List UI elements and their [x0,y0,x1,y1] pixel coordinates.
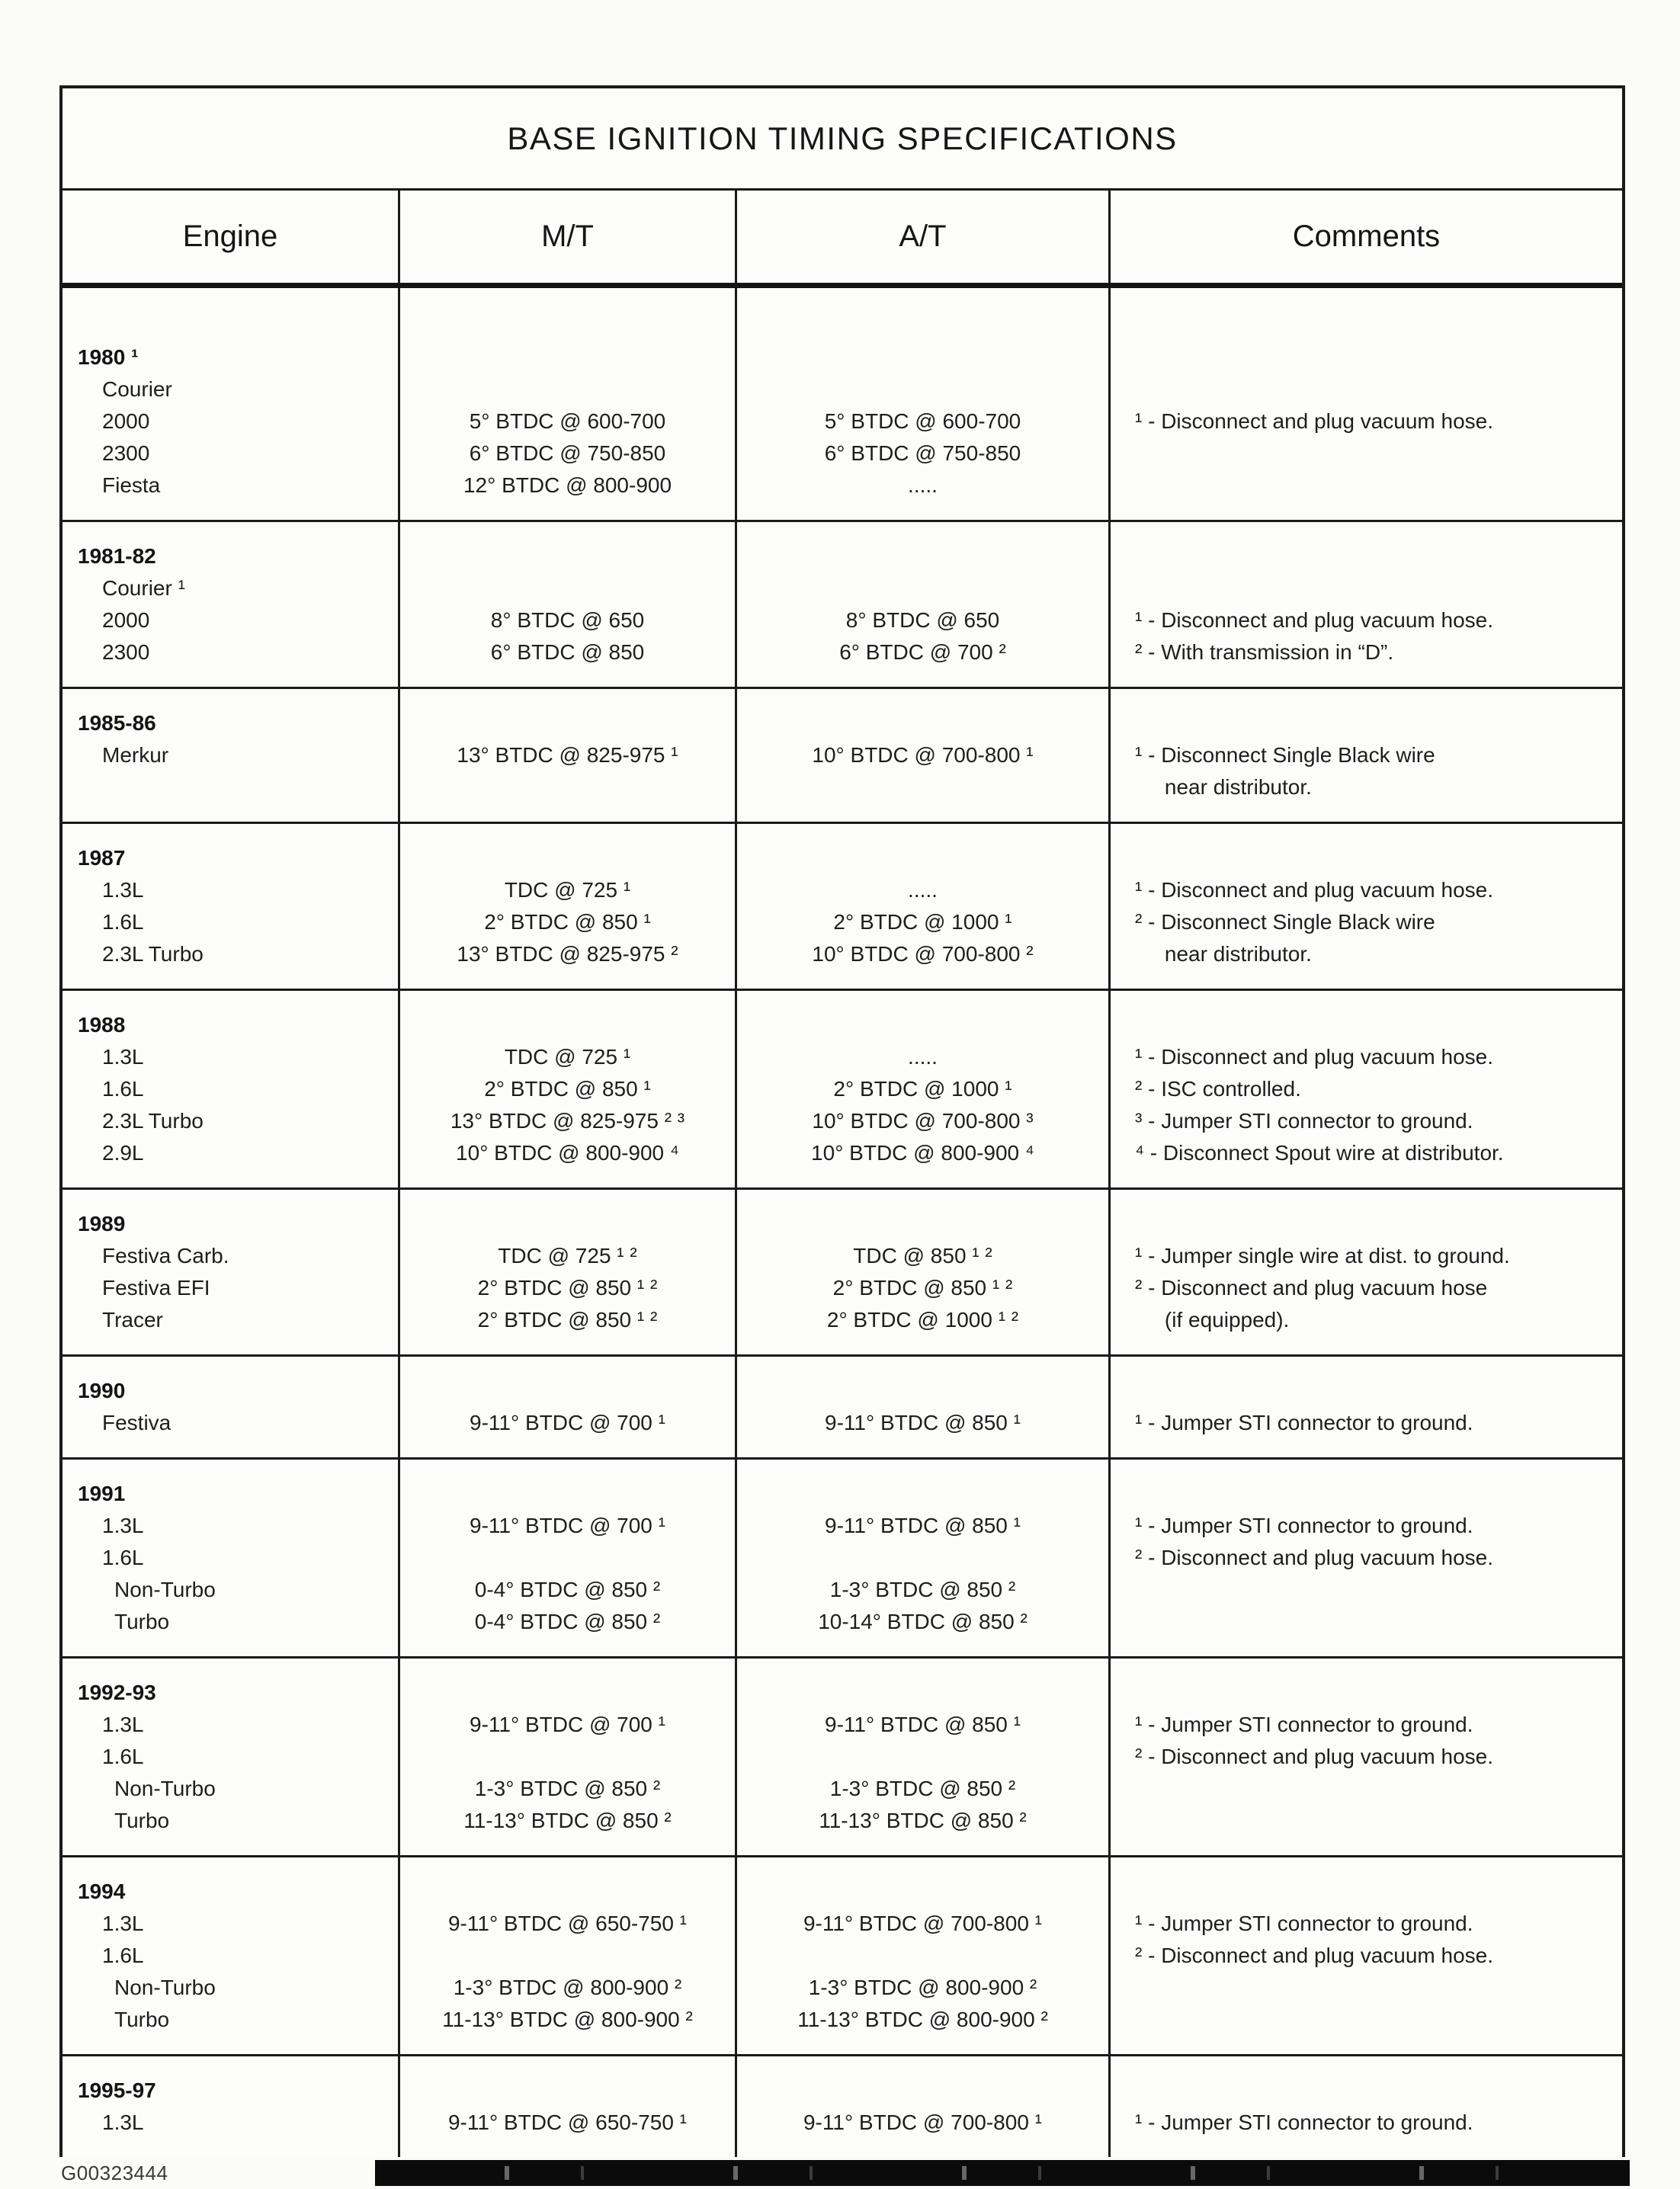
comment-line [1111,1876,1622,1908]
at-value [737,1542,1108,1574]
comments-column [1108,288,1622,520]
engine-column [63,522,398,687]
mt-column [398,689,735,822]
mt-value: 6° BTDC @ 750-850 [469,441,666,465]
mt-value [400,1009,735,1041]
ignition-timing-spec-table [59,85,1625,2157]
engine-label: Festiva [102,1411,172,1434]
engine-label: Turbo [114,2008,170,2031]
engine-label: Tracer [102,1308,163,1332]
comment-line: near distributor. [1135,942,1312,966]
year-group-1995-97 [63,2054,1622,2157]
at-value [737,540,1108,572]
mt-value: 9-11° BTDC @ 650-750 ¹ [447,1912,687,1935]
mt-column [398,1659,735,1855]
comment-line: ² - ISC controlled. [1135,1077,1301,1101]
at-value: 10° BTDC @ 700-800 ² [812,942,1034,966]
comment-line [1111,707,1622,739]
year-group-1980 [63,288,1622,520]
comment-line: ² - Disconnect and plug vacuum hose [1135,1276,1488,1300]
mt-value [400,540,735,572]
year-label: 1989 [78,1212,126,1236]
mt-value [400,1741,735,1773]
engine-label: 2.3L Turbo [102,942,204,966]
comment-line: ¹ - Disconnect and plug vacuum hose. [1135,878,1494,902]
at-column [735,1857,1108,2054]
mt-column [398,522,735,687]
at-value [737,1677,1108,1709]
year-label: 1991 [78,1482,126,1505]
at-column [735,2056,1108,2157]
mt-value: 13° BTDC @ 825-975 ² ³ [450,1109,685,1133]
engine-label: 1.3L [102,1713,144,1736]
engine-label: Turbo [114,1809,170,1832]
at-value: 1-3° BTDC @ 850 ² [829,1578,1016,1601]
mt-value [400,1478,735,1510]
engine-label: Turbo [114,1610,170,1633]
mt-value: 9-11° BTDC @ 700 ¹ [470,1411,665,1434]
figure-code: G00323444 [61,2162,168,2184]
engine-label: Non-Turbo [114,1578,216,1601]
engine-label [63,771,398,803]
at-value: 10° BTDC @ 700-800 ³ [812,1109,1034,1133]
comments-column [1108,2056,1622,2157]
comment-line: ¹ - Disconnect and plug vacuum hose. [1135,1045,1494,1069]
mt-value [400,1677,735,1709]
column-header-engine: Engine [182,220,278,253]
at-column [735,824,1108,989]
at-value: 11-13° BTDC @ 800-900 ² [797,2008,1048,2031]
scan-cutoff-bar [375,2160,1630,2186]
mt-value: 12° BTDC @ 800-900 [463,473,672,497]
at-column [735,1190,1108,1354]
at-value: 2° BTDC @ 1000 ¹ ² [826,1308,1019,1332]
mt-value [400,2075,735,2107]
at-value [737,1940,1108,1972]
at-value: ..... [908,473,938,497]
mt-value: 9-11° BTDC @ 650-750 ¹ [447,2110,687,2134]
at-value: ..... [908,1045,938,1069]
mt-value: 2° BTDC @ 850 ¹ ² [477,1308,658,1332]
comment-line: (if equipped). [1135,1308,1290,1332]
comment-line [1111,1375,1622,1407]
mt-column [398,1857,735,2054]
mt-value [400,771,735,803]
at-value [737,1208,1108,1240]
engine-column [63,689,398,822]
comment-line [1111,1805,1622,1837]
mt-value: 0-4° BTDC @ 850 ² [474,1610,661,1633]
mt-value [400,1375,735,1407]
comment-line: ¹ - Jumper STI connector to ground. [1135,1912,1473,1935]
comment-line: ¹ - Jumper single wire at dist. to ground. [1135,1244,1510,1268]
at-column [735,991,1108,1187]
engine-label: Merkur [102,743,169,767]
engine-label: 2.3L Turbo [102,1109,204,1133]
comment-line: ² - Disconnect and plug vacuum hose. [1135,1944,1494,1967]
at-column [735,1659,1108,1855]
at-value: 11-13° BTDC @ 850 ² [819,1809,1027,1832]
comment-line [1111,437,1622,470]
mt-value: 9-11° BTDC @ 700 ¹ [470,1713,665,1736]
mt-value: 10° BTDC @ 800-900 ⁴ [456,1141,679,1165]
at-value: 2° BTDC @ 1000 ¹ [833,1077,1012,1101]
engine-label: Fiesta [102,473,161,497]
at-value [737,842,1108,874]
comments-column [1108,1659,1622,1855]
at-column [735,1460,1108,1656]
at-value: TDC @ 850 ¹ ² [853,1244,992,1268]
year-label: 1988 [78,1013,126,1037]
comment-line: near distributor. [1135,775,1312,799]
table-body [63,288,1622,2157]
comment-line [1111,1208,1622,1240]
engine-label: Courier [102,377,172,401]
mt-value [400,572,735,604]
engine-label: Courier ¹ [102,576,185,600]
at-value: 6° BTDC @ 700 ² [839,640,1006,664]
comment-line: ² - Disconnect Single Black wire [1135,910,1435,934]
mt-value: 6° BTDC @ 850 [490,640,645,664]
mt-value: 1-3° BTDC @ 800-900 ² [453,1976,682,1999]
comments-column [1108,1357,1622,1457]
at-value: 9-11° BTDC @ 700-800 ¹ [803,1912,1042,1935]
comment-line: ³ - Jumper STI connector to ground. [1135,1109,1473,1133]
mt-value: 5° BTDC @ 600-700 [469,409,666,433]
mt-value: TDC @ 725 ¹ [504,878,631,902]
engine-column [63,824,398,989]
at-value: 2° BTDC @ 1000 ¹ [833,910,1012,934]
mt-value: 13° BTDC @ 825-975 ¹ [457,743,678,767]
at-value [737,341,1108,373]
at-value [737,373,1108,405]
engine-label: 2000 [102,409,150,433]
comment-line: ² - Disconnect and plug vacuum hose. [1135,1745,1494,1768]
at-value: 10° BTDC @ 800-900 ⁴ [811,1141,1034,1165]
mt-value: 13° BTDC @ 825-975 ² [457,942,678,966]
column-header-mt: M/T [398,191,735,283]
engine-label: 1.6L [102,1077,144,1101]
engine-label: 1.6L [102,1944,144,1967]
engine-label: Festiva Carb. [102,1244,229,1268]
mt-value [400,1876,735,1908]
year-group-1990 [63,1354,1622,1457]
engine-column [63,2056,398,2157]
at-value: 9-11° BTDC @ 700-800 ¹ [803,2110,1042,2134]
at-column [735,522,1108,687]
year-group-1991 [63,1457,1622,1656]
mt-value [400,373,735,405]
at-value [737,1375,1108,1407]
at-value: 10-14° BTDC @ 850 ² [818,1610,1028,1633]
mt-column [398,824,735,989]
year-label: 1987 [78,846,126,870]
at-value: 6° BTDC @ 750-850 [824,441,1021,465]
column-header-at: A/T [735,191,1108,283]
mt-column [398,991,735,1187]
comment-line [1111,373,1622,405]
comment-line [1111,842,1622,874]
mt-value: 8° BTDC @ 650 [490,608,645,632]
comment-line: ¹ - Jumper STI connector to ground. [1135,2110,1473,2134]
at-value: 8° BTDC @ 650 [845,608,1000,632]
mt-value: 11-13° BTDC @ 850 ² [463,1809,672,1832]
comment-line [1111,540,1622,572]
comments-column [1108,1460,1622,1656]
comment-line [1111,1606,1622,1638]
mt-value [400,842,735,874]
mt-column [398,1460,735,1656]
comment-line: ¹ - Disconnect and plug vacuum hose. [1135,608,1494,632]
year-label: 1990 [78,1379,126,1402]
comment-line [1111,2004,1622,2036]
year-label: 1985-86 [78,711,156,735]
comment-line: ¹ - Jumper STI connector to ground. [1135,1411,1473,1434]
mt-value: 9-11° BTDC @ 700 ¹ [470,1514,665,1537]
engine-label: Festiva EFI [102,1276,210,1300]
mt-value [400,1208,735,1240]
mt-value [400,707,735,739]
mt-value: 11-13° BTDC @ 800-900 ² [442,2008,693,2031]
comments-column [1108,1190,1622,1354]
comment-line: ¹ - Jumper STI connector to ground. [1135,1514,1473,1537]
comment-line [1111,2075,1622,2107]
table-header-row [63,191,1622,288]
year-group-1987 [63,822,1622,989]
mt-value [400,1940,735,1972]
comment-line: ¹ - Disconnect Single Black wire [1135,743,1435,767]
comment-line [1111,470,1622,502]
mt-value [400,1542,735,1574]
at-value [737,707,1108,739]
engine-label: 1.3L [102,2110,144,2134]
mt-value: 1-3° BTDC @ 850 ² [474,1777,661,1800]
at-value: 9-11° BTDC @ 850 ¹ [825,1411,1021,1434]
at-value: 1-3° BTDC @ 800-900 ² [808,1976,1037,1999]
comment-line [1111,572,1622,604]
year-label: 1980 ¹ [78,345,139,369]
comment-line [1111,1677,1622,1709]
at-column [735,1357,1108,1457]
comment-line: ¹ - Jumper STI connector to ground. [1135,1713,1473,1736]
at-value: 1-3° BTDC @ 850 ² [829,1777,1016,1800]
at-value [737,2075,1108,2107]
at-value [737,771,1108,803]
year-label: 1994 [78,1880,126,1903]
comment-line [1111,341,1622,373]
engine-column [63,991,398,1187]
comment-line: ⁴ - Disconnect Spout wire at distributor. [1135,1141,1504,1165]
comments-column [1108,689,1622,822]
engine-label: Non-Turbo [114,1777,216,1800]
engine-label: 2300 [102,640,150,664]
mt-value: 2° BTDC @ 850 ¹ [484,1077,651,1101]
year-label: 1981-82 [78,544,156,568]
engine-label: 1.6L [102,910,144,934]
engine-label: 1.3L [102,1045,144,1069]
at-value: 9-11° BTDC @ 850 ¹ [825,1514,1021,1537]
table-title: BASE IGNITION TIMING SPECIFICATIONS [63,88,1622,191]
engine-label: 2.9L [102,1141,144,1165]
at-value: 9-11° BTDC @ 850 ¹ [825,1713,1021,1736]
at-value: 10° BTDC @ 700-800 ¹ [812,743,1034,767]
at-value: ..... [908,878,938,902]
mt-column [398,1190,735,1354]
comments-column [1108,1857,1622,2054]
engine-column [63,1190,398,1354]
engine-label: 1.6L [102,1546,144,1569]
mt-column [398,2056,735,2157]
comment-line [1111,1009,1622,1041]
year-label: 1995-97 [78,2078,156,2102]
engine-label: 1.3L [102,1912,144,1935]
comments-column [1108,824,1622,989]
engine-label: 2000 [102,608,150,632]
engine-column [63,1460,398,1656]
at-value: 5° BTDC @ 600-700 [824,409,1021,433]
at-value: 2° BTDC @ 850 ¹ ² [832,1276,1013,1300]
comment-line: ¹ - Disconnect and plug vacuum hose. [1135,409,1494,433]
year-group-1992-93 [63,1656,1622,1855]
year-group-1989 [63,1187,1622,1354]
engine-column [63,1357,398,1457]
year-group-1981-82 [63,520,1622,687]
mt-value: 2° BTDC @ 850 ¹ [484,910,651,934]
at-value [737,1876,1108,1908]
column-header-comments: Comments [1108,191,1622,283]
comment-line [1111,1773,1622,1805]
mt-value: 2° BTDC @ 850 ¹ ² [477,1276,658,1300]
comment-line [1111,1972,1622,2004]
mt-value: TDC @ 725 ¹ ² [498,1244,637,1268]
comments-column [1108,522,1622,687]
mt-column [398,1357,735,1457]
at-value [737,572,1108,604]
engine-label: Non-Turbo [114,1976,216,1999]
year-group-1994 [63,1855,1622,2054]
mt-column [398,288,735,520]
year-group-1985-86 [63,687,1622,822]
at-value [737,1009,1108,1041]
at-value [737,1478,1108,1510]
comment-line [1111,1478,1622,1510]
at-column [735,689,1108,822]
comment-line: ² - With transmission in “D”. [1135,640,1394,664]
mt-value: 0-4° BTDC @ 850 ² [474,1578,661,1601]
engine-label: 1.6L [102,1745,144,1768]
mt-value: TDC @ 725 ¹ [504,1045,631,1069]
comments-column [1108,991,1622,1187]
engine-label: 1.3L [102,878,144,902]
year-group-1988 [63,989,1622,1187]
comment-line [1111,1574,1622,1606]
at-value [737,1741,1108,1773]
year-label: 1992-93 [78,1681,156,1704]
engine-label: 1.3L [102,1514,144,1537]
engine-column [63,1659,398,1855]
engine-column [63,1857,398,2054]
engine-column [63,288,398,520]
comment-line: ² - Disconnect and plug vacuum hose. [1135,1546,1494,1569]
mt-value [400,341,735,373]
at-column [735,288,1108,520]
engine-label: 2300 [102,441,150,465]
